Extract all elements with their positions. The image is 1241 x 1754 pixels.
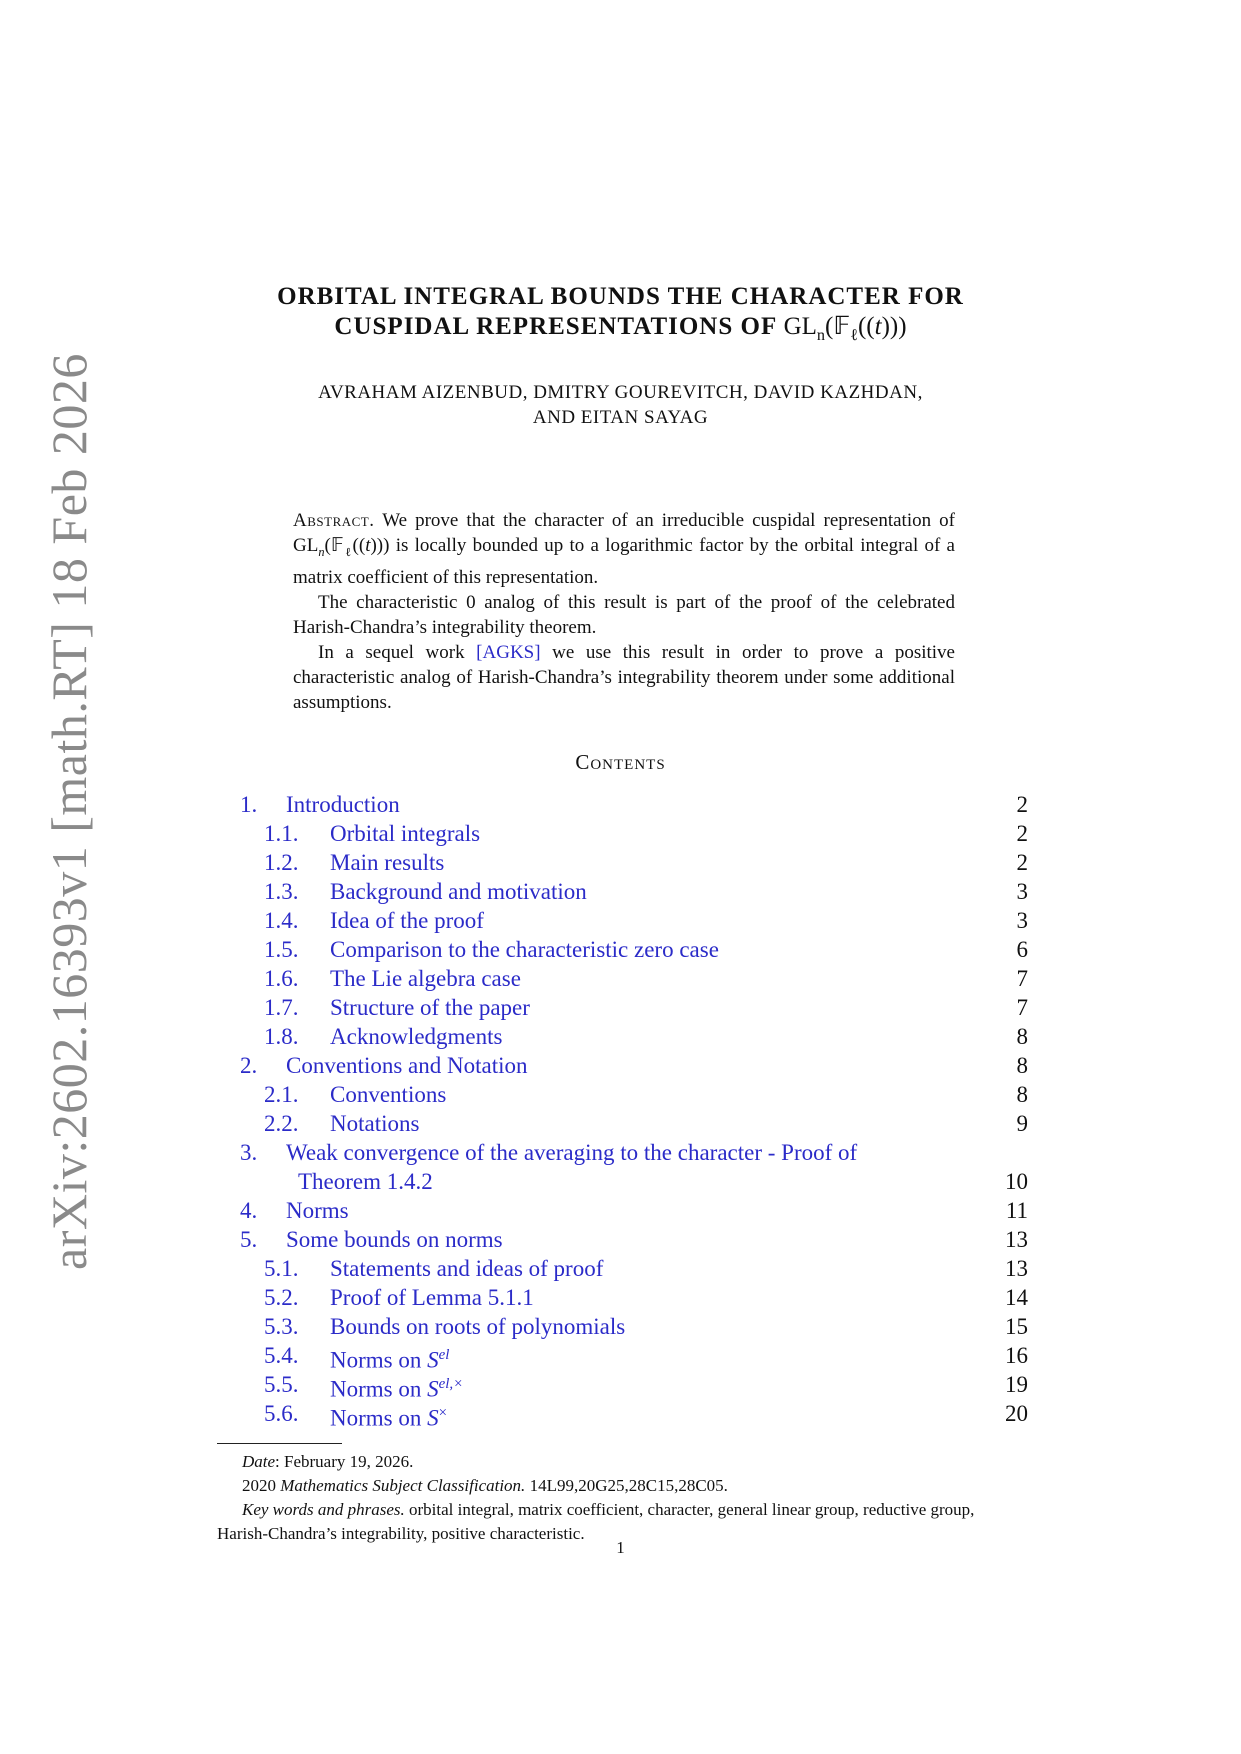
toc-page: 8	[1016, 1053, 1028, 1078]
toc-entry[interactable]	[240, 877, 1028, 906]
toc-number[interactable]: 5.2.	[264, 1285, 299, 1310]
toc-superscript: el,×	[438, 1376, 464, 1392]
toc-page: 16	[1005, 1343, 1028, 1368]
toc-title[interactable]: Norms on S×	[330, 1405, 448, 1431]
toc-page: 9	[1016, 1111, 1028, 1136]
toc-number[interactable]: 1.1.	[264, 821, 299, 846]
toc-entry-continuation[interactable]	[240, 1167, 1028, 1196]
toc-page: 3	[1016, 879, 1028, 904]
toc-number[interactable]: 5.3.	[264, 1314, 299, 1339]
footnote-date	[217, 1450, 1029, 1474]
title-math: $GL_n(𝔽_\ell((t)))$	[783, 313, 907, 344]
footnotes	[217, 1450, 1029, 1546]
toc-entry[interactable]	[240, 1370, 1028, 1402]
contents-heading: Contents	[575, 750, 666, 774]
toc-number[interactable]: 1.8.	[264, 1024, 299, 1049]
toc-entry[interactable]	[240, 1051, 1028, 1080]
toc-entry[interactable]	[240, 1080, 1028, 1109]
toc-number[interactable]: 5.4.	[264, 1343, 299, 1368]
toc-number[interactable]: 1.6.	[264, 966, 299, 991]
toc-page: 11	[1005, 1198, 1028, 1223]
keywords-label: Key words and phrases.	[242, 1500, 405, 1519]
toc-page: 19	[1005, 1372, 1028, 1397]
toc-number[interactable]: 1.4.	[264, 908, 299, 933]
title-line-2	[0, 312, 1241, 350]
author-list	[0, 380, 1241, 430]
toc-superscript: ×	[438, 1405, 448, 1421]
toc-page: 13	[1005, 1256, 1028, 1281]
toc-title[interactable]: Some bounds on norms	[286, 1227, 503, 1252]
toc-title[interactable]: Statements and ideas of proof	[330, 1256, 604, 1281]
toc-number[interactable]: 5.5.	[264, 1372, 299, 1397]
msc-value: 14L99,20G25,28C15,28C05.	[529, 1476, 728, 1495]
toc-entry[interactable]	[240, 1109, 1028, 1138]
toc-title[interactable]: Norms on $S^{el,\times}$	[330, 1376, 464, 1402]
toc-page: 8	[1016, 1024, 1028, 1049]
toc-number[interactable]: 1.3.	[264, 879, 299, 904]
toc-title[interactable]: Conventions	[330, 1082, 447, 1107]
toc-page: 14	[1005, 1285, 1028, 1310]
toc-title[interactable]: Norms on $S^{el}$	[330, 1347, 450, 1373]
toc-title[interactable]: Idea of the proof	[330, 908, 484, 933]
toc-entry[interactable]	[240, 1225, 1028, 1254]
toc-title[interactable]: Comparison to the characteristic zero case	[330, 937, 719, 962]
toc-page: 3	[1016, 908, 1028, 933]
toc-entry[interactable]	[240, 819, 1028, 848]
toc-title[interactable]: Norms	[286, 1198, 349, 1223]
keywords-value: orbital integral, matrix coefficient, character, general linear group, reductive group, Harish-Chandra’s integrability, positive characteristic.	[217, 1500, 975, 1543]
toc-page: 2	[1016, 821, 1028, 846]
abstract-paragraph-3	[293, 640, 955, 715]
toc-entry[interactable]	[240, 1312, 1028, 1341]
authors-line-2: AND EITAN SAYAG	[532, 407, 709, 428]
table-of-contents	[240, 790, 1028, 1431]
abstract-paragraph-2: The characteristic 0 analog of this result is part of the proof of the celebrated Harish-Chandra’s integrability theorem.	[293, 591, 955, 638]
toc-page: 7	[1016, 995, 1028, 1020]
toc-title[interactable]: Acknowledgments	[330, 1024, 503, 1049]
toc-title-text[interactable]: Norms on	[330, 1376, 422, 1402]
toc-entry[interactable]	[240, 1341, 1028, 1373]
toc-number[interactable]: 2.	[240, 1053, 258, 1078]
page-number: 1	[616, 1538, 625, 1557]
toc-page: 15	[1005, 1314, 1028, 1339]
toc-title-text[interactable]: Norms on	[330, 1405, 422, 1431]
date-label: Date	[242, 1452, 276, 1471]
toc-number[interactable]: 3.	[240, 1140, 258, 1165]
msc-label: Mathematics Subject Classification.	[280, 1476, 526, 1495]
msc-year: 2020	[242, 1476, 276, 1495]
toc-entry[interactable]	[240, 993, 1028, 1022]
toc-number[interactable]: 1.2.	[264, 850, 299, 875]
toc-entry[interactable]	[240, 906, 1028, 935]
abstract-p3-after: we use this result in order to prove a positive characteristic analog of Harish-Chandra’s integrability theorem under some additional assumptions.	[293, 641, 955, 713]
toc-number[interactable]: 5.6.	[264, 1401, 299, 1426]
toc-entry[interactable]	[240, 1022, 1028, 1051]
toc-title[interactable]: Orbital integrals	[330, 821, 481, 846]
toc-number[interactable]: 5.1.	[264, 1256, 299, 1281]
toc-page: 2	[1016, 792, 1028, 817]
toc-page: 20	[1005, 1401, 1028, 1426]
toc-title[interactable]: Conventions and Notation	[286, 1053, 528, 1078]
toc-entry[interactable]	[240, 935, 1028, 964]
toc-title[interactable]: Bounds on roots of polynomials	[330, 1314, 626, 1339]
toc-page: 6	[1016, 937, 1028, 962]
toc-entry[interactable]	[240, 1138, 1028, 1167]
title-line-1: ORBITAL INTEGRAL BOUNDS THE CHARACTER FOR	[277, 283, 964, 310]
toc-title[interactable]: Notations	[330, 1111, 420, 1136]
arxiv-stamp: arXiv:2602.16393v1 [math.RT] 18 Feb 2026	[41, 353, 97, 1270]
abstract	[293, 508, 955, 715]
abstract-paragraph-1	[293, 508, 955, 590]
toc-number[interactable]: 1.7.	[264, 995, 299, 1020]
toc-entry[interactable]	[240, 1254, 1028, 1283]
toc-entry[interactable]	[240, 790, 1028, 819]
toc-title[interactable]: Introduction	[286, 792, 400, 817]
toc-entry[interactable]	[240, 1283, 1028, 1312]
toc-number[interactable]: 5.	[240, 1227, 258, 1252]
toc-page: 2	[1016, 850, 1028, 875]
toc-entry[interactable]	[240, 964, 1028, 993]
authors-line-1: AVRAHAM AIZENBUD, DMITRY GOUREVITCH, DAVID KAZHDAN,	[318, 382, 923, 403]
citation-agks-link[interactable]: [AGKS]	[476, 641, 541, 663]
toc-superscript: el	[438, 1347, 450, 1363]
toc-page: 8	[1016, 1082, 1028, 1107]
toc-title[interactable]: Structure of the paper	[330, 995, 530, 1020]
toc-title[interactable]: Proof of Lemma 5.1.1	[330, 1285, 534, 1310]
toc-number[interactable]: 1.	[240, 792, 258, 817]
date-value: : February 19, 2026.	[275, 1452, 414, 1471]
toc-title[interactable]: Theorem 1.4.2	[298, 1169, 433, 1194]
footnote-rule	[217, 1443, 342, 1444]
toc-title-text[interactable]: Norms on	[330, 1347, 422, 1373]
toc-title[interactable]: Main results	[330, 850, 445, 875]
toc-number[interactable]: 4.	[240, 1198, 258, 1223]
toc-page: 13	[1005, 1227, 1028, 1252]
abstract-p3-before: In a sequel work	[318, 641, 465, 663]
toc-title[interactable]: The Lie algebra case	[330, 966, 521, 991]
toc-number[interactable]: 1.5.	[264, 937, 299, 962]
abstract-p1-text: We prove that the character of an irreducible cuspidal representation of $GL_n(𝔽_\ell((t)))$ is locally bounded up to a logarithmic factor by the orbital integral of a matrix coefficient of this representation.	[293, 510, 955, 588]
toc-number[interactable]: 2.1.	[264, 1082, 299, 1107]
footnote-msc	[217, 1474, 1029, 1498]
toc-page: 10	[1005, 1169, 1028, 1194]
toc-number[interactable]: 2.2.	[264, 1111, 299, 1136]
paper-title	[0, 282, 1241, 350]
toc-entry[interactable]	[240, 848, 1028, 877]
toc-title[interactable]: Background and motivation	[330, 879, 587, 904]
abstract-heading: Abstract.	[293, 510, 375, 531]
title-line-2-text: CUSPIDAL REPRESENTATIONS OF	[334, 313, 777, 340]
toc-entry[interactable]	[240, 1196, 1028, 1225]
toc-entry[interactable]	[240, 1399, 1028, 1431]
toc-title[interactable]: Weak convergence of the averaging to the character - Proof of	[286, 1140, 858, 1165]
toc-page: 7	[1016, 966, 1028, 991]
